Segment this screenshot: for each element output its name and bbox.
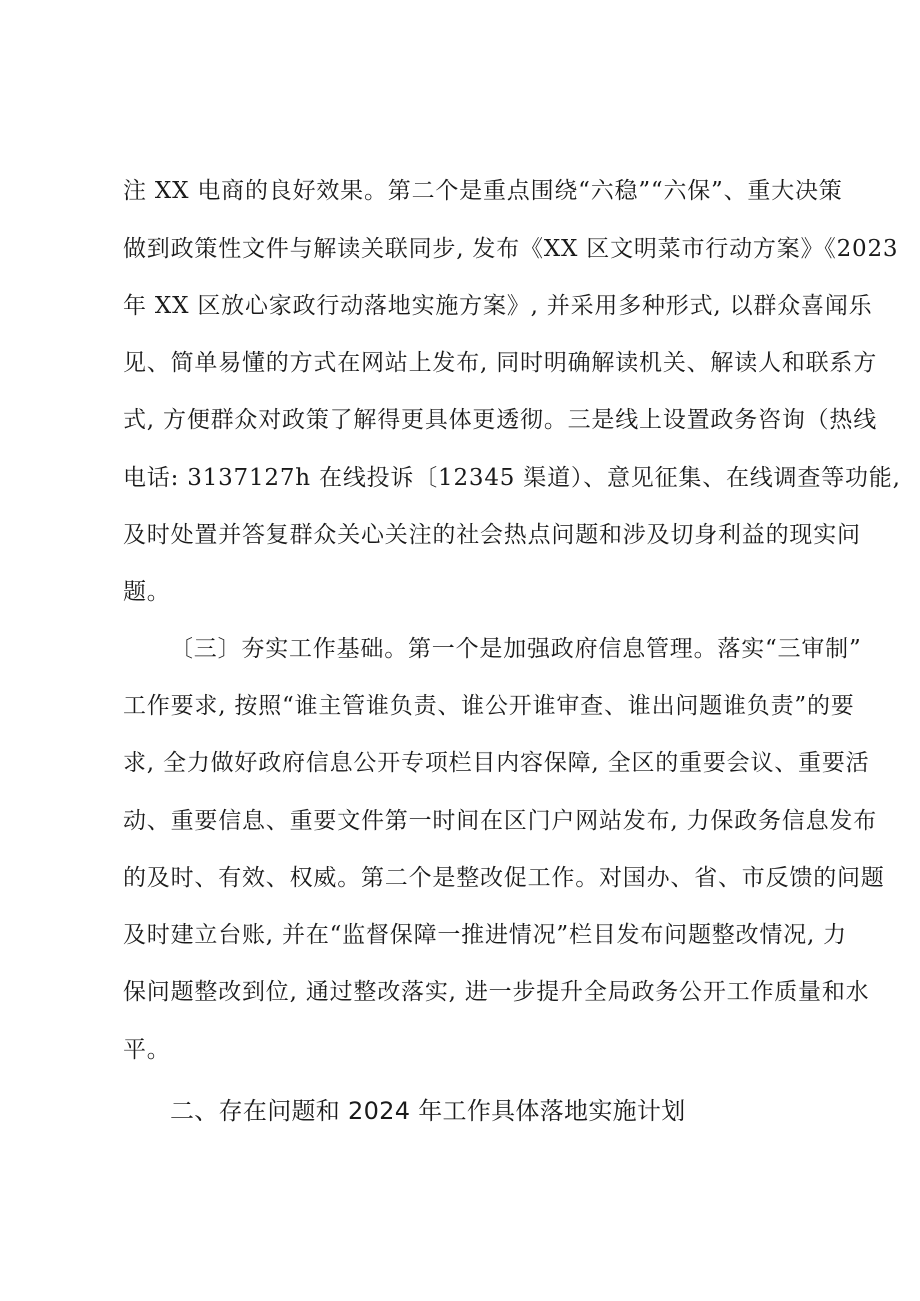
paragraph-line: 见、简单易懂的方式在网站上发布, 同时明确解读机关、解读人和联系方 — [123, 350, 878, 376]
paragraph-line: 年 XX 区放心家政行动落地实施方案》, 并采用多种形式, 以群众喜闻乐 — [123, 293, 873, 319]
paragraph-line: 的及时、有效、权威。第二个是整改促工作。对国办、省、市反馈的问题 — [123, 865, 885, 891]
paragraph-line: 及时处置并答复群众关心关注的社会热点问题和涉及切身利益的现实问 — [123, 522, 861, 548]
paragraph-line: 动、重要信息、重要文件第一时间在区门户网站发布, 力保政务信息发布 — [123, 808, 878, 834]
paragraph-line: 求, 全力做好政府信息公开专项栏目内容保障, 全区的重要会议、重要活 — [123, 750, 870, 776]
paragraph-line: 〔三〕夯实工作基础。第一个是加强政府信息管理。落实“三审制” — [170, 636, 862, 662]
paragraph-line: 及时建立台账, 并在“监督保障一推进情况”栏目发布问题整改情况, 力 — [123, 922, 847, 948]
paragraph-line: 做到政策性文件与解读关联同步, 发布《XX 区文明菜市行动方案》《2023 — [123, 236, 899, 262]
paragraph-line: 式, 方便群众对政策了解得更具体更透彻。三是线上设置政务咨询（热线 — [123, 407, 878, 433]
section-heading: 二、存在问题和 2024 年工作具体落地实施计划 — [170, 1097, 686, 1125]
paragraph-line: 平。 — [123, 1037, 171, 1063]
paragraph-line: 注 XX 电商的良好效果。第二个是重点围绕“六稳”“六保”、重大决策 — [123, 178, 843, 204]
paragraph-line: 保问题整改到位, 通过整改落实, 进一步提升全局政务公开工作质量和水 — [123, 979, 870, 1005]
paragraph-line: 题。 — [123, 579, 171, 605]
paragraph-line: 工作要求, 按照“谁主管谁负责、谁公开谁审查、谁出问题谁负责”的要 — [123, 693, 855, 719]
paragraph-line: 电话: 3137127h 在线投诉〔12345 渠道）、意见征集、在线调查等功能, — [123, 465, 901, 491]
